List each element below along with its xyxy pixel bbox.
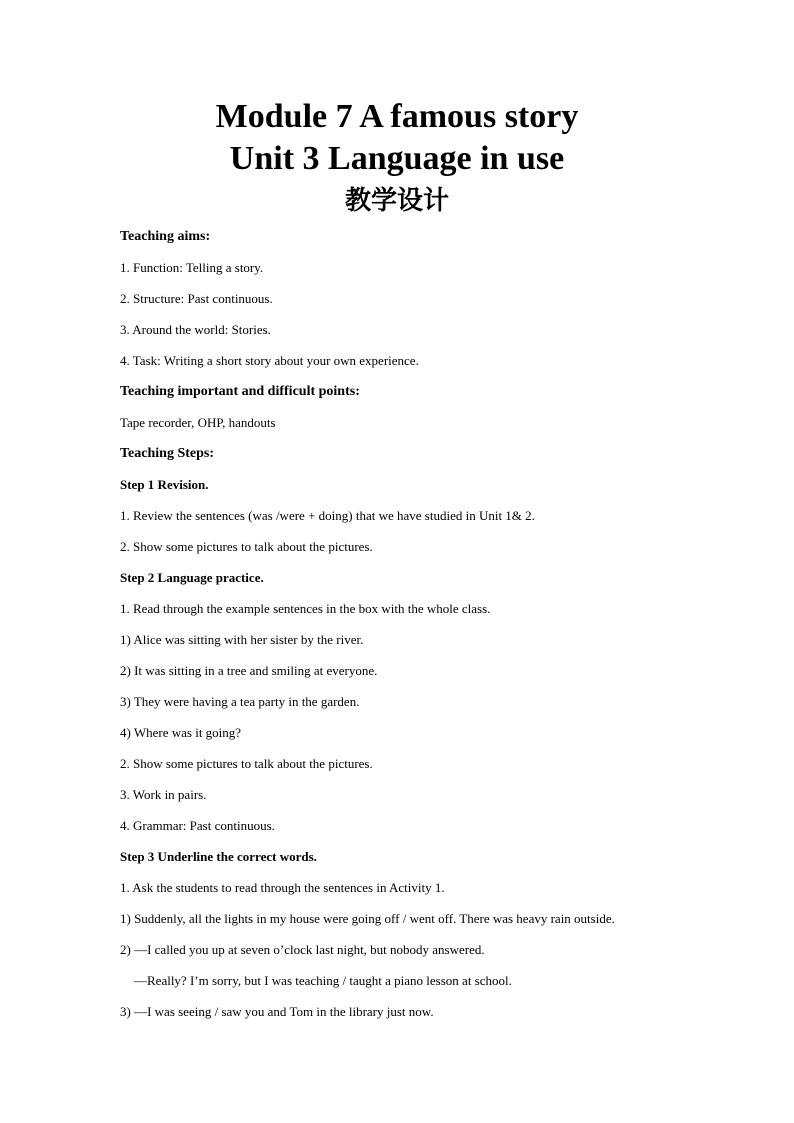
- step-heading: Step 1 Revision.: [120, 477, 209, 492]
- body-line: Tape recorder, OHP, handouts: [120, 415, 276, 430]
- body-line: 3. Around the world: Stories.: [120, 322, 271, 337]
- body-line: 2. Structure: Past continuous.: [120, 291, 273, 306]
- body-line: 3) —I was seeing / saw you and Tom in the library just now.: [120, 1004, 434, 1019]
- body-line: 1. Read through the example sentences in the box with the whole class.: [120, 601, 491, 616]
- body-line: 2) —I called you up at seven o’clock last night, but nobody answered.: [120, 942, 485, 957]
- body-line: 1) Alice was sitting with her sister by the river.: [120, 632, 364, 647]
- body-line: 4) Where was it going?: [120, 725, 242, 740]
- body-line: 4. Task: Writing a short story about your own experience.: [120, 353, 419, 368]
- document-body: [120, 226, 740, 1032]
- section-heading: Teaching important and difficult points:: [120, 384, 360, 399]
- body-line: 1. Ask the students to read through the sentences in Activity 1.: [120, 880, 445, 895]
- body-line: 3. Work in pairs.: [120, 787, 207, 802]
- document-title: Module 7 A famous story: [215, 98, 579, 135]
- body-line: 2. Show some pictures to talk about the pictures.: [120, 756, 373, 771]
- body-line: 1. Review the sentences (was /were + doing) that we have studied in Unit 1& 2.: [120, 508, 535, 523]
- document-subtitle: Unit 3 Language in use: [229, 140, 565, 177]
- section-heading: Teaching Steps:: [120, 446, 215, 461]
- step-heading: Step 3 Underline the correct words.: [120, 849, 317, 864]
- body-line: 2. Show some pictures to talk about the pictures.: [120, 539, 373, 554]
- body-line: —Really? I’m sorry, but I was teaching / taught a piano lesson at school.: [134, 973, 512, 988]
- body-line: 4. Grammar: Past continuous.: [120, 818, 275, 833]
- document-subtitle-chinese: 教学设计: [344, 186, 449, 216]
- body-line: 3) They were having a tea party in the garden.: [120, 694, 360, 709]
- body-line: 1) Suddenly, all the lights in my house were going off / went off. There was heavy rain outside.: [120, 911, 615, 926]
- body-line: 2) It was sitting in a tree and smiling at everyone.: [120, 663, 378, 678]
- step-heading: Step 2 Language practice.: [120, 570, 264, 585]
- section-heading: Teaching aims:: [120, 229, 211, 244]
- body-line: 1. Function: Telling a story.: [120, 260, 264, 275]
